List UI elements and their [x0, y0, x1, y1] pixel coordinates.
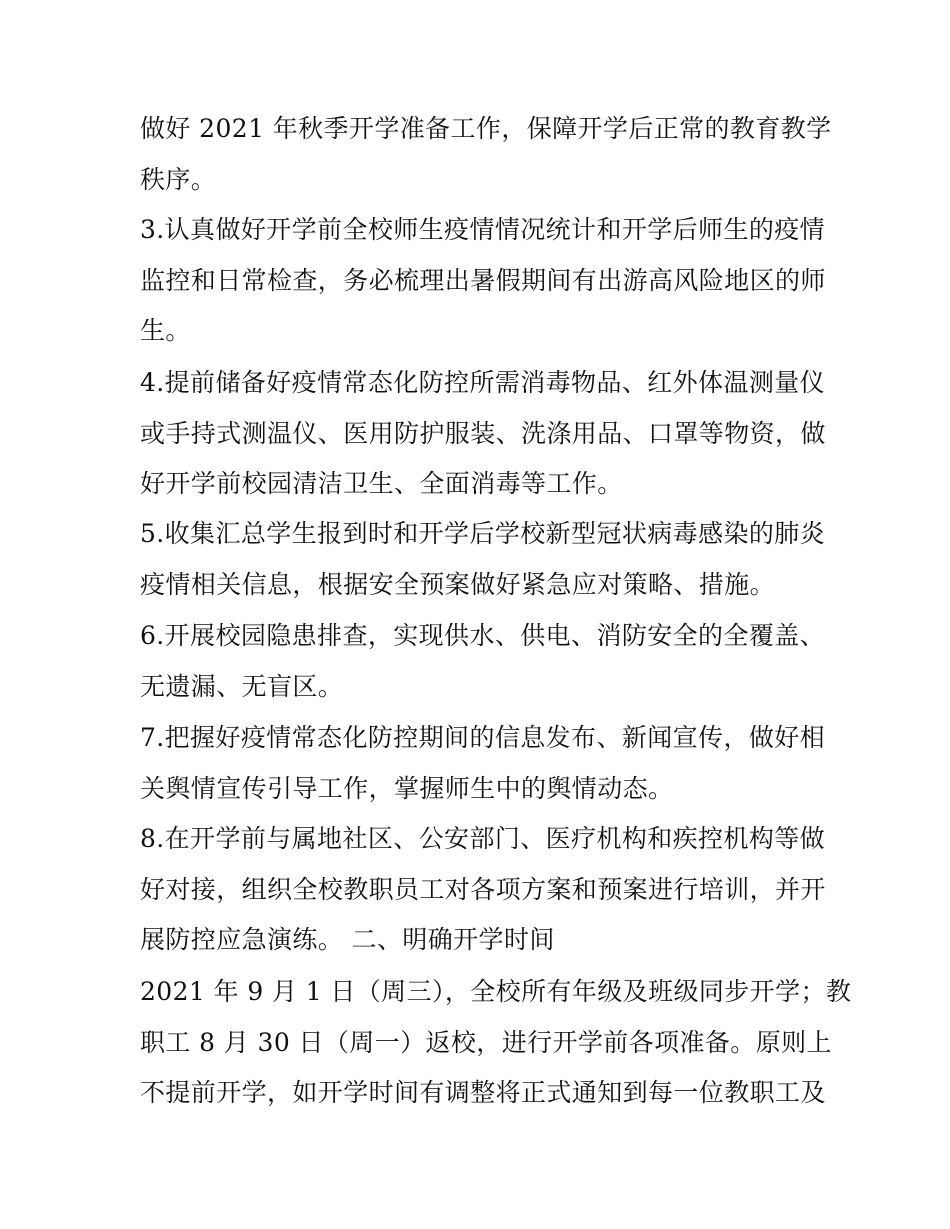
text-line: 2021 年 9 月 1 日（周三），全校所有年级及班级同步开学；教 — [140, 977, 852, 1006]
text-line: 5.收集汇总学生报到时和开学后学校新型冠状病毒感染的肺炎 — [140, 519, 826, 548]
text-line: 不提前开学，如开学时间有调整将正式通知到每一位教职工及 — [140, 1078, 826, 1107]
text-line: 做好 2021 年秋季开学准备工作，保障开学后正常的教育教学 — [140, 114, 832, 143]
text-line: 好对接，组织全校教职员工对各项方案和预案进行培训，并开 — [140, 875, 826, 904]
text-line: 监控和日常检查，务必梳理出暑假期间有出游高风险地区的师 — [140, 266, 826, 295]
text-line: 6.开展校园隐患排查，实现供水、供电、消防安全的全覆盖、 — [140, 621, 826, 650]
text-line: 生。 — [140, 316, 191, 345]
text-line: 3.认真做好开学前全校师生疫情情况统计和开学后师生的疫情 — [140, 215, 826, 244]
text-line: 秩序。 — [140, 165, 217, 194]
text-line: 无遗漏、无盲区。 — [140, 672, 344, 701]
text-line: 疫情相关信息，根据安全预案做好紧急应对策略、措施。 — [140, 570, 776, 599]
text-line: 职工 8 月 30 日（周一）返校，进行开学前各项准备。原则上 — [140, 1028, 832, 1057]
text-line: 4.提前储备好疫情常态化防控所需消毒物品、红外体温测量仪 — [140, 368, 826, 397]
text-line: 7.把握好疫情常态化防控期间的信息发布、新闻宣传，做好相 — [140, 723, 826, 752]
text-line: 展防控应急演练。 二、明确开学时间 — [140, 925, 555, 954]
text-line: 或手持式测温仪、医用防护服装、洗涤用品、口罩等物资，做 — [140, 419, 826, 448]
text-line: 好开学前校园清洁卫生、全面消毒等工作。 — [140, 469, 623, 498]
text-line: 关舆情宣传引导工作，掌握师生中的舆情动态。 — [140, 774, 674, 803]
text-line: 8.在开学前与属地社区、公安部门、医疗机构和疾控机构等做 — [140, 824, 826, 853]
